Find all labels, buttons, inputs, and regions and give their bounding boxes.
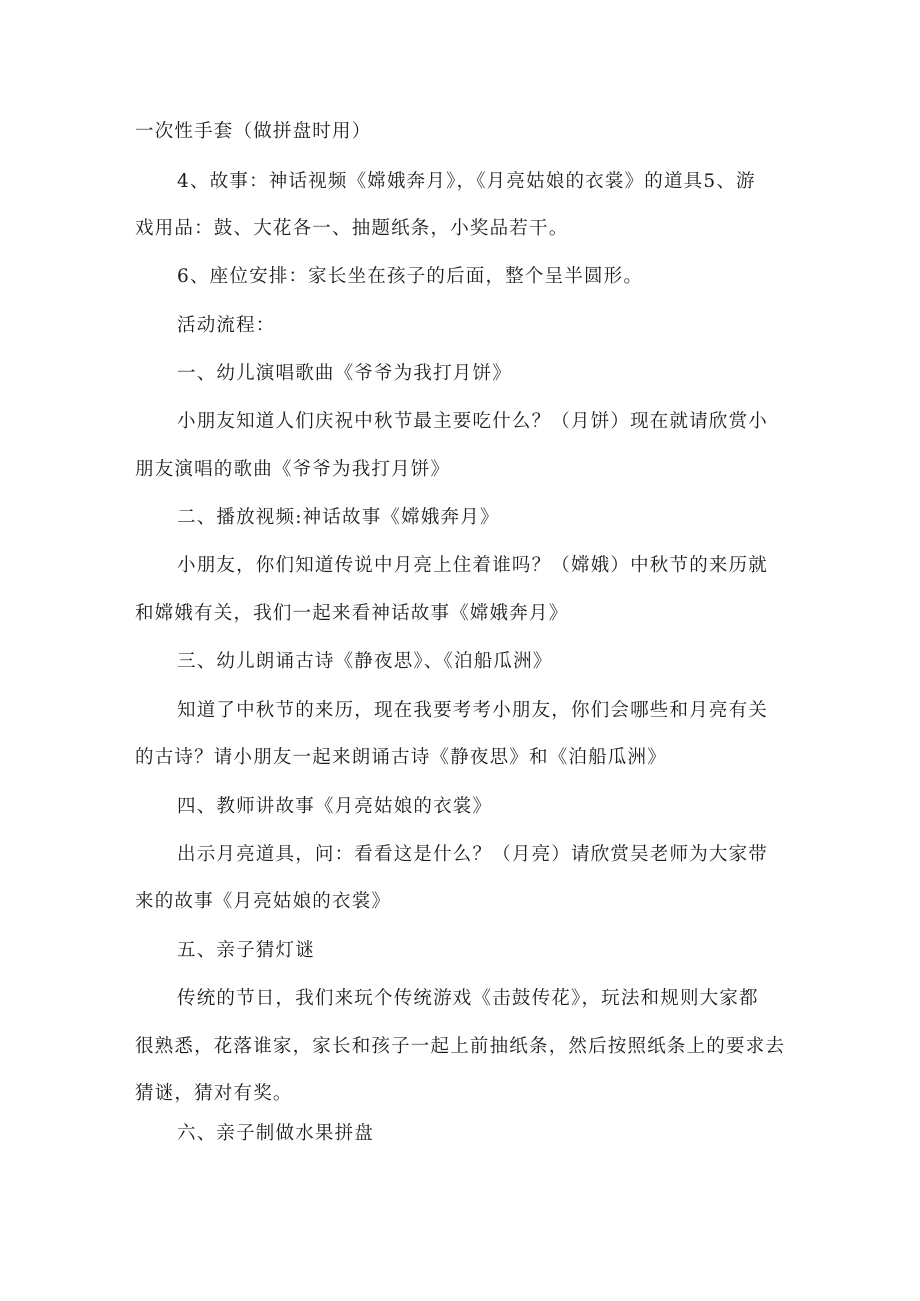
text-line: 活动流程：	[177, 315, 276, 336]
text-line: 五、亲子猜灯谜	[177, 940, 315, 961]
text-line: 知道了中秋节的来历，现在我要考考小朋友，你们会哪些和月亮有关	[177, 700, 769, 721]
text-line: 朋友演唱的歌曲《爷爷为我打月饼》	[135, 459, 451, 480]
text-line: 四、教师讲故事《月亮姑娘的衣裳》	[177, 796, 493, 817]
text-line: 传统的节日，我们来玩个传统游戏《击鼓传花》，玩法和规则大家都	[177, 988, 759, 1009]
text-line: 戏用品：鼓、大花各一、抽题纸条，小奖品若干。	[135, 218, 569, 239]
text-line: 和嫦娥有关，我们一起来看神话故事《嫦娥奔月》	[135, 603, 569, 624]
text-line: 六、亲子制做水果拼盘	[177, 1123, 375, 1144]
text-line: 出示月亮道具，问：看看这是什么？（月亮）请欣赏吴老师为大家带	[177, 844, 769, 865]
text-line: 6、座位安排：家长坐在孩子的后面，整个呈半圆形。	[177, 266, 644, 287]
text-line: 猜谜，猜对有奖。	[135, 1083, 293, 1104]
text-line: 很熟悉，花落谁家，家长和孩子一起上前抽纸条，然后按照纸条上的要求去	[135, 1036, 786, 1057]
text-line: 4、故事：神话视频《嫦娥奔月》，《月亮姑娘的衣裳》的道具5、游	[177, 171, 756, 192]
text-line: 来的故事《月亮姑娘的衣裳》	[135, 891, 392, 912]
text-line: 三、幼儿朗诵古诗《静夜思》、《泊船瓜洲》	[177, 651, 553, 672]
text-line: 的古诗？请小朋友一起来朗诵古诗《静夜思》和《泊船瓜洲》	[135, 747, 667, 768]
text-line: 一、幼儿演唱歌曲《爷爷为我打月饼》	[177, 363, 512, 384]
text-line: 二、播放视频:神话故事《嫦娥奔月》	[177, 507, 500, 528]
text-line: 小朋友，你们知道传说中月亮上住着谁吗？（嫦娥）中秋节的来历就	[177, 555, 769, 576]
text-line: 小朋友知道人们庆祝中秋节最主要吃什么？（月饼）现在就请欣赏小	[177, 411, 769, 432]
text-line: 一次性手套（做拼盘时用）	[135, 121, 372, 142]
